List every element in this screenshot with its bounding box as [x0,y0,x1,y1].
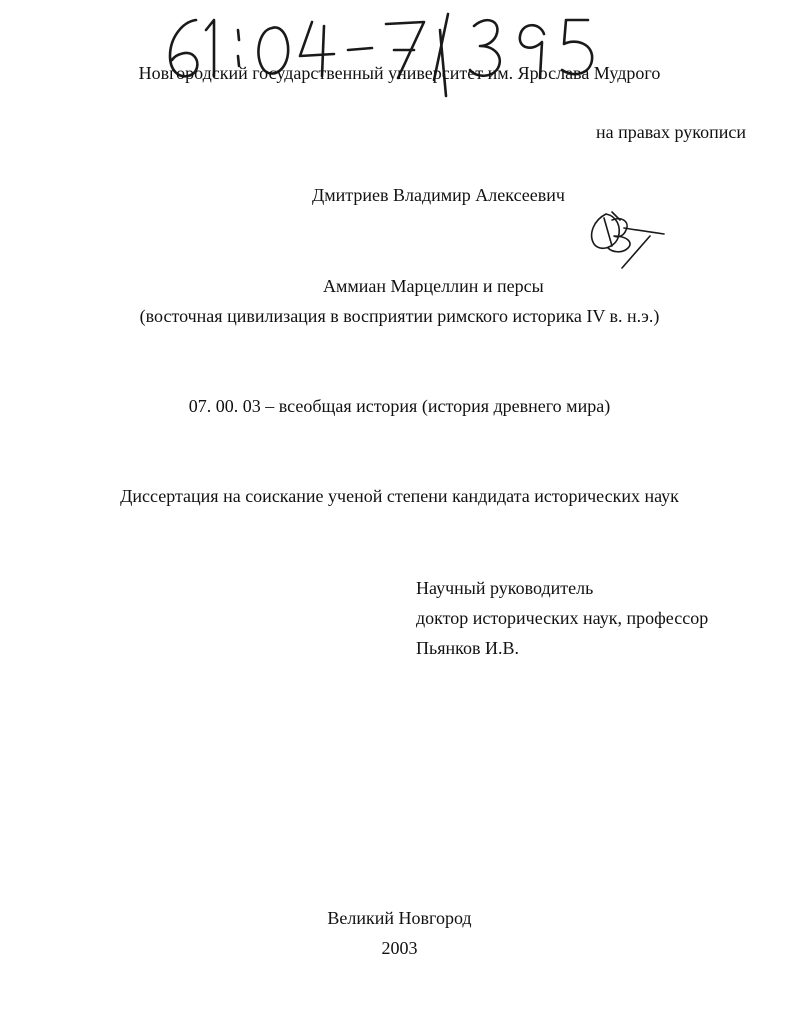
supervisor-role: Научный руководитель [416,578,594,598]
rights-note: на правах рукописи [596,122,746,142]
dissertation-subtitle: (восточная цивилизация в восприятии римского историка IV в. н.э.) [139,306,660,326]
author-name: Дмитриев Владимир Алексеевич [312,185,565,205]
dissertation-title: Аммиан Марцеллин и персы [323,276,544,296]
supervisor-degree: доктор исторических наук, профессор [416,608,709,628]
city: Великий Новгород [327,908,472,928]
degree-statement: Диссертация на соискание ученой степени кандидата исторических наук [120,486,679,506]
handwritten-archive-number [0,0,799,110]
year: 2003 [381,938,418,958]
university-name: Новгородский государственный университет им. Ярослава Мудрого [138,63,661,83]
supervisor-name: Пьянков И.В. [416,638,519,658]
specialty-code: 07. 00. 03 – всеобщая история (история древнего мира) [188,396,611,416]
